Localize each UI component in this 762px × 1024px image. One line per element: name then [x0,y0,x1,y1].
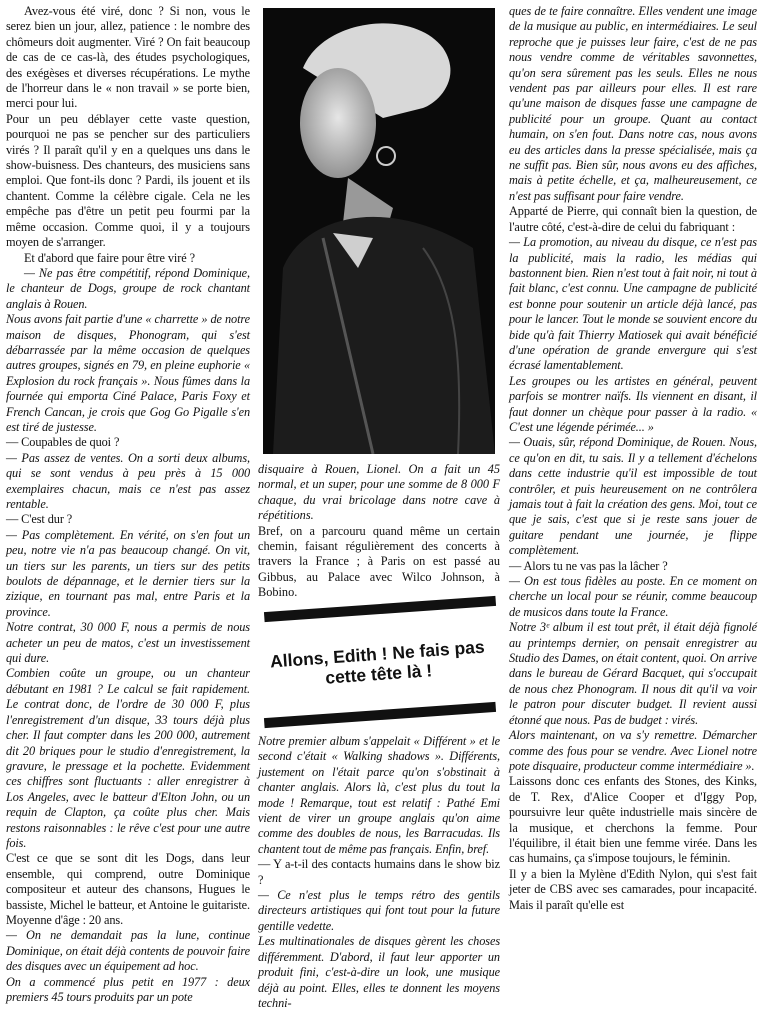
paragraph: Et d'abord que faire pour être viré ? [24,250,195,265]
paragraph: — On ne demandait pas la lune, continue Dominique, on était déjà contents de pouvoir faire des disques avec un équipement ad hoc. [6,928,250,974]
paragraph: Combien coûte un groupe, ou un chanteur débutant en 1981 ? Le calcul se fait rapidement. Le contrat donc, de l'ordre de 30 000 F, plus l'enregistrement d'un disque, 33 tours déjà plus cher. Il faut compter dans les 200 000, autrement dit 20 briques pour le studio d'enregistrement, la gravure, le pressage et la pochette. Evidemment ces chiffres sont fluctuants : aller enregistrer à Los Angeles, avec le batteur d'Elton John, ou un requin de Clapton, ça coûte plus cher. Mais restons raisonnables : le rêve c'est pour une autre fois. [6,666,250,850]
paragraph: Nous avons fait partie d'une « charrette » de notre maison de disques, Phonogram, qui s'est débarrassée par la même occasion de quelques autres groupes, signés en 79, en pleine euphorie « Explosion du rock français ». Nous fûmes dans la fournée qui emporta Ciné Palace, Paris Foxy et French Cancan, je crois que Gog Go Pigalle s'en est tiré de justesse. [6,312,250,434]
article-column-2 [258,734,500,1011]
decorative-band [264,596,496,622]
paragraph: ques de te faire connaître. Elles vendent une image de la musique au public, en intermédiaires. Le seul reproche que je puisses leur faire, c'est de ne pas nous vendre comme de véritables savonnettes, qu'on sera sûrement pas les seuls. Elles ne nous vendent pas par ailleurs pour elles. Il est rare qu'une maison de disques fasse une campagne de publicité pour un groupe. Quant au contact humain, on s'en fout. Dans notre cas, nous avons eu des articles dans la presse spécialisée, mais ça ne suffit pas. Bien sûr, nous avons eu des affiches, mais à petite échelle, et ça, malheureusement, ce n'est pas suffisant pour faire vendre. [509,4,757,203]
paragraph: — Ce n'est plus le temps rétro des gentils directeurs artistiques qui font tout pour la future gentille vedette. [258,888,500,933]
paragraph: — Alors tu ne vas pas la lâcher ? [509,558,668,573]
paragraph: — Pas assez de ventes. On a sorti deux albums, qui se sont vendus à peu près à 15 000 exemplaires chacun, mais ce n'est pas assez rentable. [6,450,250,511]
decorative-band [264,702,496,728]
paragraph: Notre 3ᵉ album il est tout prêt, il était déjà fignolé au printemps dernier, on pensait enregistrer au Studio des Dames, on était content, quoi. On arrive dans le bureau de Gérard Bacquet, qui s'occupait de nous chez Phonogram. Il nous dit qu'il va voir le patron pour discuter budget. Il revient aussi étonné que nous. Pas de budget : virés. [509,620,757,727]
paragraph: — Pas complètement. En vérité, on s'en fout un peu, notre vie n'a pas beaucoup changé. On vit, un tiers sur les parents, un tiers sur des petits boulots de dépannage, et le dernier tiers sur la zizique, en tournant pas mal, entre Paris et la province. [6,527,250,619]
paragraph: Apparté de Pierre, qui connaît bien la question, de l'autre côté, c'est-à-dire de celui du fabriquant : [509,204,757,234]
article-column-3 [509,4,757,913]
paragraph: — Coupables de quoi ? [6,435,120,450]
paragraph: Alors maintenant, on va s'y remettre. Démarcher comme des fous pour se vendre. Avec Lionel notre pote disquaire, producteur comme intermédiaire ». [509,728,757,773]
paragraph: Les multinationales de disques gèrent les choses différemment. D'abord, il faut leur apporter un produit fini, c'est-à-dire un look, une musique déjà au point. Elles, elles te donnent les moyens techni- [258,934,500,1010]
article-column-1 [6,4,250,1005]
caption-text: disquaire à Rouen, Lionel. On a fait un 45 normal, et un super, pour une somme de 8 000 F chaque, du vrai bricolage dans notre cave à répétitions. [258,462,500,523]
paragraph: — Ouais, sûr, répond Dominique, de Rouen. Nous, ce qu'on en dit, tu sais. Il y a tellement d'échelons dans cette industrie qu'il est impossible de tout contrôler, et puis heureusement on ne contrôlera jamais tout à fait la création des gens. Moi, tout ce que je sais, c'est que si je reste sans jouer de guitare pendant une journée, je flippe complètement. [509,435,757,558]
paragraph: — On est tous fidèles au poste. En ce moment on cherche un local pour se réunir, comme beaucoup de musicos dans toute la France. [509,574,757,619]
paragraph: Pour un peu déblayer cette vaste question, pourquoi ne pas se pencher sur des particuliers virés ? Il paraît qu'il y en a quelques uns dans le show-buisness. Des chanteurs, des musiciens sans emploi. Que font-ils donc ? Pardi, ils jouent et ils chantent. Comme la célèbre cigale. Cela ne les empêche pas d'être un petit peu fourmi par la même occasion. Comme quoi, il y a toujours moyen de s'arranger. [6,111,250,250]
paragraph: — Y a-t-il des contacts humains dans le show biz ? [258,857,500,887]
paragraph: Il y a bien la Mylène d'Edith Nylon, qui s'est fait jeter de CBS avec ses camarades, pour incapacité. Mais il paraît qu'elle est [509,866,757,912]
paragraph: Avez-vous été viré, donc ? Si non, vous le serez bien un jour, allez, patience : le nombre des chômeurs doit augmenter. Viré ? On fait beaucoup de cas de ce cas-là, des études psychologiques, des exégèses et diverses récupérations. Le mythe de l'horreur dans le « non travail » se porte bien, merci pour lui. [6,4,250,111]
portrait-photo [263,8,495,454]
photo-caption [258,462,500,601]
paragraph: Les groupes ou les artistes en général, peuvent parfois se montrer naïfs. Ils viennent en disant, il faut donner un chèque pour passer à la radio. « C'est une légende périmée... » [509,373,757,434]
portrait-photo-icon [263,8,495,454]
paragraph: On a commencé plus petit en 1977 : deux premiers 45 tours produits par un pote [6,974,250,1004]
paragraph: C'est ce que se sont dit les Dogs, dans leur ensemble, qui comprend, outre Dominique compositeur et auteur des chansons, Hugues le bassiste, Michel le batteur, et Antoine le guitariste. Moyenne d'âge : 20 ans. [6,851,250,927]
paragraph: — Ne pas être compétitif, répond Dominique, le chanteur de Dogs, groupe de rock chantant anglais à Rouen. [6,265,250,311]
section-headline: Allons, Edith ! Ne fais pas cette tête là ! [269,636,486,688]
paragraph: Notre contrat, 30 000 F, nous a permis de nous acheter un peu de matos, c'est un investissement qui dure. [6,620,250,666]
paragraph: Notre premier album s'appelait « Différent » et le second c'était « Walking shadows ». Différents, justement on l'était parce qu'on s'obstinait à chanter anglais. Alors là, c'est plus du tout la mode ! Remarque, tout est relatif : Pathé Emi vient de virer un groupe anglais qu'on aime comme des doubles de nous, les Barracudas. Ils chantent tout de même pas français. Enfin, bref. [258,734,500,856]
paragraph: Laissons donc ces enfants des Stones, des Kinks, de T. Rex, d'Alice Cooper et d'Iggy Pop, poursuivre leur quête industrielle mais sincère de la musique, et cherchons la femme. Pour l'équilibre, il était bien une femme virée. Dans les cas humains, ça s'impose toujours, le féminin. [509,774,757,866]
paragraph: — C'est dur ? [6,512,73,527]
paragraph: — La promotion, au niveau du disque, ce n'est pas la publicité, mais la radio, les médias qui bastonnent bien. Rien n'est tout à fait noir, ni tout à fait blanc, c'est connu. Une campagne de publicité est bonne pour soutenir un article déjà lancé, pas pour le lancer. Tout le monde se souvient encore du bide qu'à fait Thierry Matiosek qui avait bénéficié d'une opération de grande envergure qui s'est écrasé lamentablement. [509,235,757,373]
headline-box [258,592,500,732]
caption-text: Bref, on a parcouru quand même un certain chemin, faisant régulièrement des concerts à travers la France ; à Paris on est passé au Gibbus, au Palace avec Wilco Johnson, à Bobino. [258,523,500,600]
